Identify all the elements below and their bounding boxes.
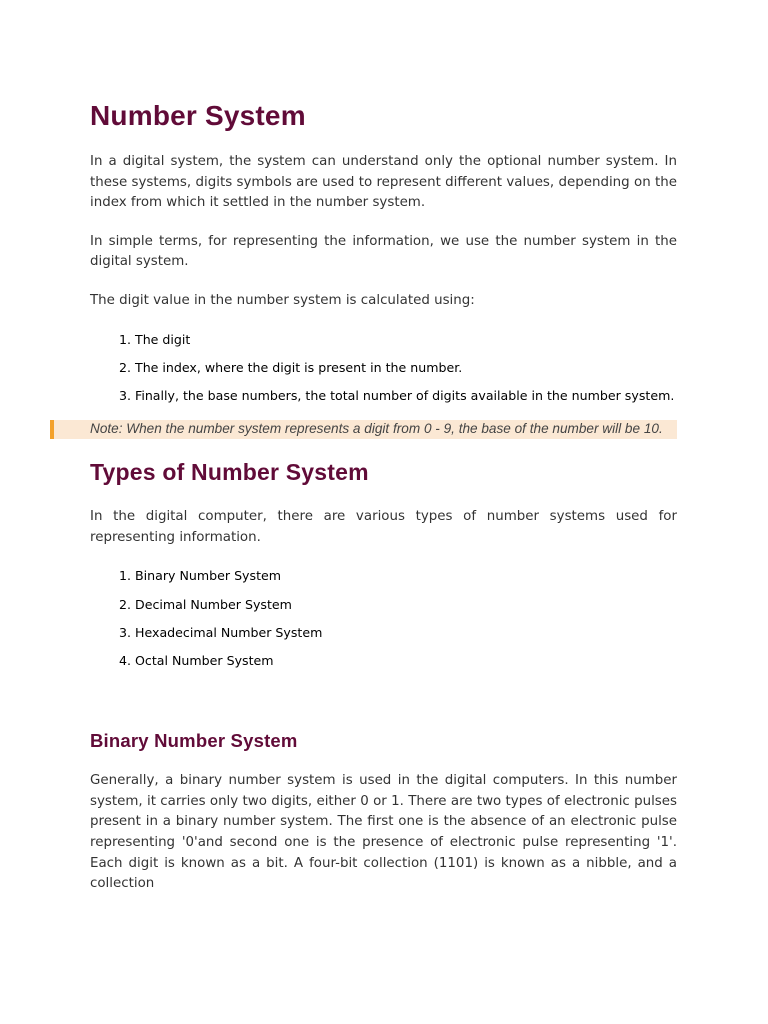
calculation-paragraph: The digit value in the number system is calculated using: [90, 292, 475, 308]
binary-heading: Binary Number System [90, 730, 298, 752]
types-heading: Types of Number System [90, 458, 369, 485]
note-box: Note: When the number system represents a digit from 0 - 9, the base of the number will be 10. [50, 420, 677, 439]
list-item: 2. Decimal Number System [135, 595, 677, 615]
simple-terms-paragraph: In simple terms, for representing the information, we use the number system in the digital system. [90, 233, 677, 270]
digit-value-list [90, 330, 677, 407]
list-item: 2. The index, where the digit is present in the number. [135, 358, 677, 378]
types-paragraph: In the digital computer, there are various types of number systems used for representing information. [90, 508, 677, 545]
types-list [90, 566, 677, 671]
article-content [90, 96, 677, 913]
list-item: 4. Octal Number System [135, 651, 677, 671]
page-title: Number System [90, 100, 306, 131]
intro-paragraph: In a digital system, the system can understand only the optional number system. In these systems, digits symbols are used to represent different values, depending on the index from which it settled in the number system. [90, 154, 677, 211]
list-item: 1. The digit [135, 330, 677, 350]
list-item: 3. Hexadecimal Number System [135, 623, 677, 643]
section-spacer [90, 685, 677, 727]
binary-paragraph: Generally, a binary number system is used in the digital computers. In this number system, it carries only two digits, either 0 or 1. There are two types of electronic pulses present in a binary number system. The first one is the absence of an electronic pulse representing '0'and second one is the presence of electronic pulse representing '1'. Each digit is known as a bit. A four-bit collection (1101) is known as a nibble, and a collection [90, 773, 677, 892]
list-item: 3. Finally, the base numbers, the total number of digits available in the number system. [135, 386, 677, 406]
list-item: 1. Binary Number System [135, 566, 677, 586]
